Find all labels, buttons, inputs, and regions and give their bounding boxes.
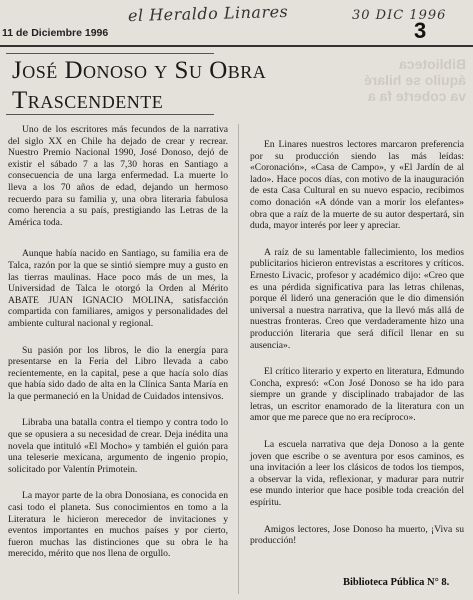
paragraph: A raíz de su lamentable fallecimiento, los medios publicitarios hicieron entrevistas a escritores y críticos. Ernesto Livacic, profesor y académico dijo: «Creo que es una pérdida significativa para las letras chilenas, porque él lideró una generación que le dio dimensión universal a nuestra narrativa, que la llevó más allá de nuestras fronteras. Creo que verdaderamente hizo una producción literaria que será difícil llenar en su ausencia». (250, 246, 464, 351)
paragraph: En Linares nuestros lectores marcaron preferencia por su producción siendo las más leídas: «Coronación», «Casa de Campo», y «El Jardín de al lado». Hace pocos días, con motivo de la inauguración de esta Casa Cultural en su nuevo espacio, recibimos como donación «A dónde van a morir los elefantes» obra que a raíz de la muerte de su autor despertará, sin duda, mayor interés por leer y apreciar. (250, 139, 464, 232)
paragraph: Aunque había nacido en Santiago, su familia era de Talca, razón por la que se sintió siempre muy a gusto en las tierras maulinas. Hace poco más de un mes, la Universidad de Talca le otorgó la Orden al Mérito ABATE JUAN IGNACIO MOLINA, satisfacción compartida con familiares, amigos y personalidades del ambiente cultural nacional y regional. (8, 248, 228, 329)
article-signature: Biblioteca Pública N° 8. (343, 577, 450, 588)
article-title (12, 56, 352, 116)
issue-date: 11 de Diciembre 1996 (2, 27, 109, 39)
right-column (250, 139, 464, 562)
paragraph: La mayor parte de la obra Donosiana, es conocida en casi todo el planeta. Sus conocimientos en tomo a la Literatura le hicieron merecedor de invitaciones y eventos importantes en muchos países y por cierto, fueron muchas las distinciones que su obra le ha merecido, mérito que nos llena de orgullo. (8, 490, 228, 560)
paragraph: Su pasión por los libros, le dio la energía para presentarse en la Feria del Libro llevada a cabo recientemente, en la capital, pese a que hacía solo días que había sido dado de alta en la Clínica Santa María en la que permaneció en la Unidad de Cuidados intensivos. (8, 344, 228, 402)
page-number: 3 (414, 18, 427, 43)
paragraph: Uno de los escritores más fecundos de la narrativa del siglo XX en Chile ha dejado de crear y recrear. Nuestro Premio Nacional 1990, José Donoso, dejó de existir el sábado 7 a las 7,30 horas en Santiago a consecuencia de una larga enfermedad. La muerte lo lleva a los 70 años de edad, dejando un hermoso recuerdo para su familia y, una obra literaria fabulosa como herencia a su país, prestigiando las Letras de la América toda. (8, 124, 228, 228)
handwritten-date-note: 30 DIC 1996 (352, 8, 447, 23)
handwritten-source-note: el Heraldo Linares (127, 1, 289, 26)
left-column (8, 124, 228, 575)
header-rule (0, 45, 473, 47)
paragraph: La escuela narrativa que deja Donoso a la gente joven que escribe o se aventura por esos caminos, es una invitación a leer los clásicos de todos los tiempos, a observar la vida, reflexionar, y madurar para nutrir ese mundo interior que hace posible toda creación del espíritu. (250, 439, 464, 509)
show-through-text: Biblioteca áquilo se hilaré va coberte fa a (364, 56, 466, 104)
paragraph: Libraba una batalla contra el tiempo y contra todo lo que se opusiera a su necesidad de crear. Deja inédita una novela que intituló «El Mocho» y también el guión para una teleserie mexicana, argumento de ingenio propio, solicitado por Valentín Primotein. (8, 417, 228, 475)
paragraph: Amigos lectores, Jose Donoso ha muerto, ¡Viva su producción! (250, 523, 464, 547)
article-title-line-1: José Donoso y Su Obra (12, 57, 267, 84)
article-title-line-2: Trascendente (12, 87, 164, 114)
column-divider (238, 124, 239, 594)
paragraph: El crítico literario y experto en literatura, Edmundo Concha, expresó: «Con José Donoso se ha ido para siempre un grande y disciplinado trabajador de las letras, un escritor enamorado de la literatura con un amor que me parece que no era recíproco». (250, 366, 464, 424)
